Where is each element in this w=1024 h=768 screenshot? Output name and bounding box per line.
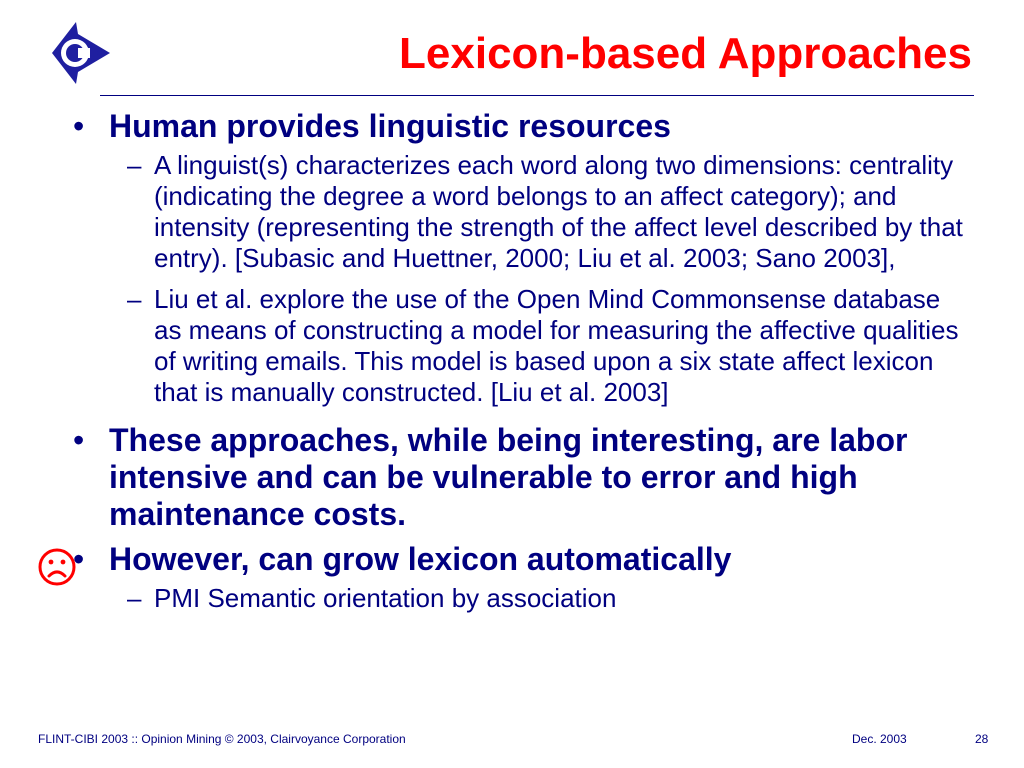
bullet-text: These approaches, while being interesting, are labor intensive and can be vulnerable to error and high maintenance costs. [109, 422, 908, 532]
bullet-marker: • [73, 422, 85, 458]
sub-bullet-marker: – [127, 583, 142, 613]
sad-face-icon [37, 547, 77, 587]
title-divider [100, 95, 974, 96]
sub-bullet-item [0, 284, 1024, 408]
sub-bullet-text: PMI Semantic orientation by association [154, 583, 617, 613]
page-number: 28 [975, 732, 989, 746]
footer-date: Dec. 2003 [852, 732, 907, 746]
footer-copyright: FLINT-CIBI 2003 :: Opinion Mining © 2003, Clairvoyance Corporation [38, 732, 406, 746]
sub-bullet-item [0, 583, 1024, 614]
sub-bullet-text: A linguist(s) characterizes each word along two dimensions: centrality (indicating the degree a word belongs to an affect category); and intensity (representing the strength of the affect level described by that entry). [Subasic and Huettner, 2000; Liu et al. 2003; Sano 2003], [154, 150, 963, 273]
slide-content [0, 100, 1024, 614]
sub-bullet-marker: – [127, 150, 142, 180]
bullet-marker: • [73, 541, 85, 577]
bullet-item [0, 108, 1024, 144]
bullet-marker: • [73, 108, 85, 144]
bullet-item [0, 541, 1024, 577]
sub-bullet-text: Liu et al. explore the use of the Open Mind Commonsense database as means of constructing a model for measuring the affective qualities of writing emails. This model is based upon a six state affect lexicon that is manually constructed. [Liu et al. 2003] [154, 284, 959, 407]
slide-title: Lexicon-based Approaches [399, 29, 972, 78]
bullet-text: However, can grow lexicon automatically [109, 541, 732, 577]
sub-bullet-marker: – [127, 284, 142, 314]
sub-bullet-item [0, 150, 1024, 274]
bullet-text: Human provides linguistic resources [109, 108, 671, 144]
clairvoyance-logo-icon [38, 20, 112, 86]
bullet-item [0, 422, 1024, 533]
